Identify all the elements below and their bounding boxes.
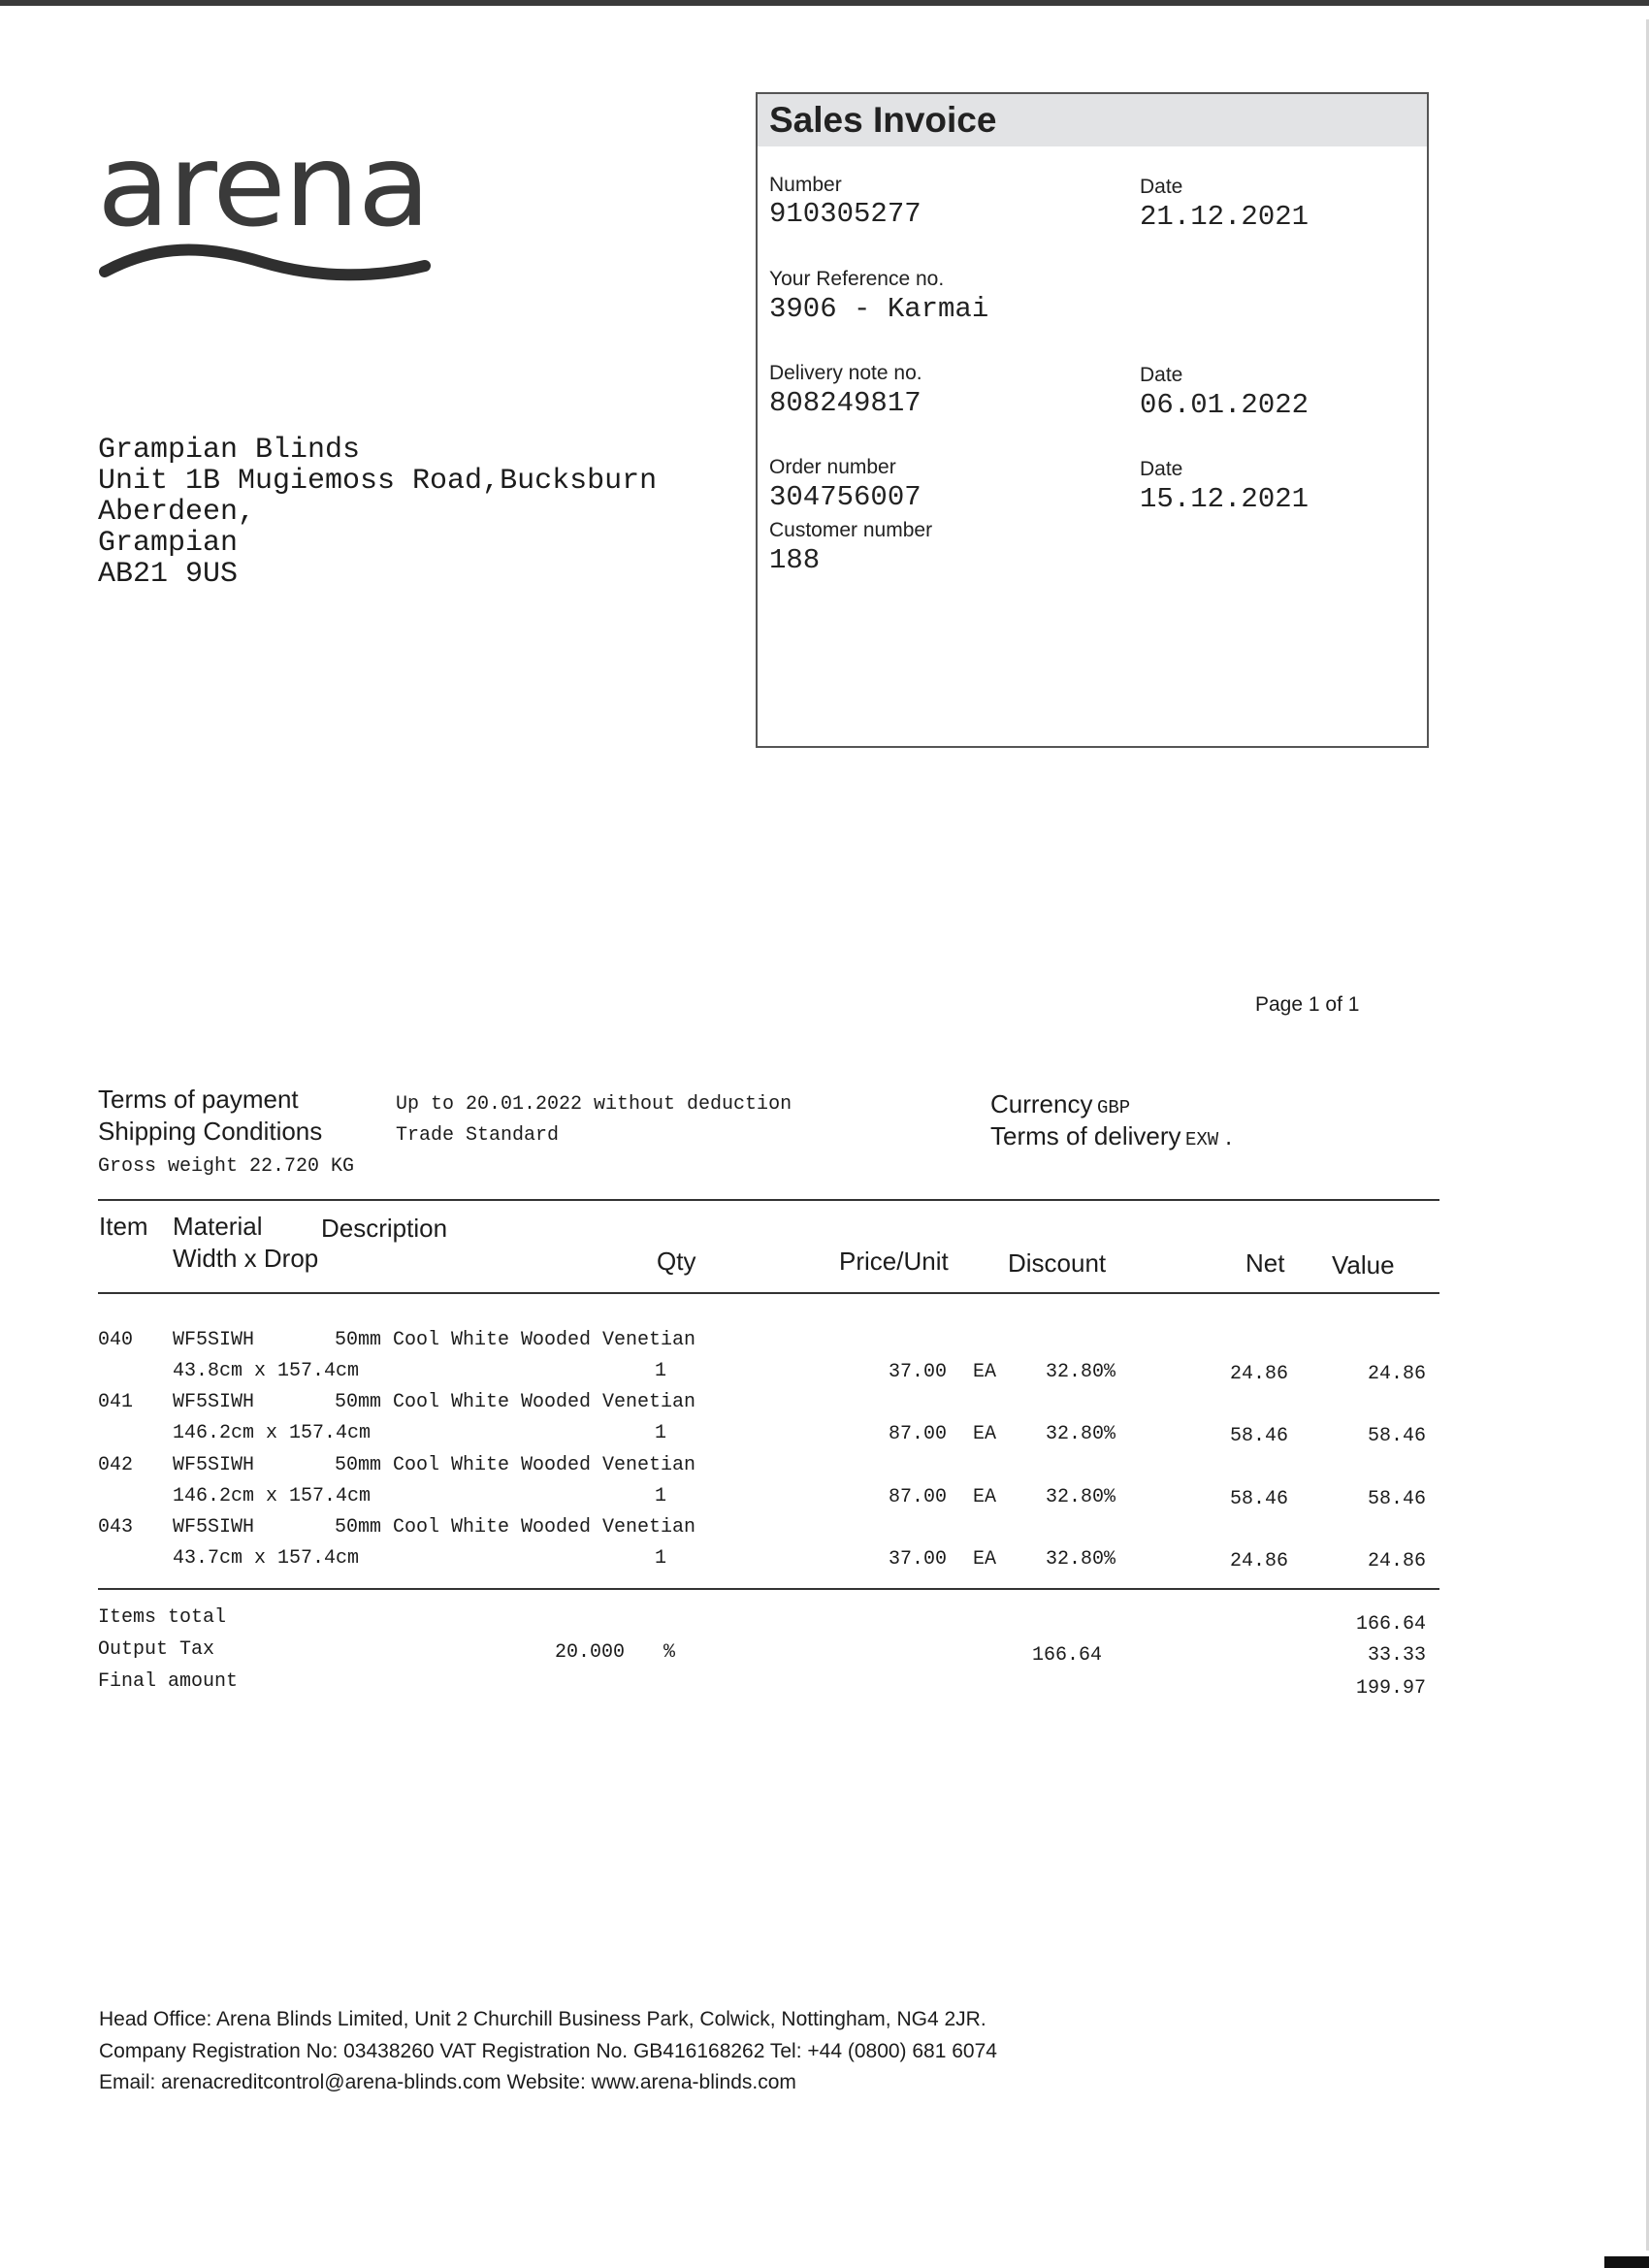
row-unit: EA [973, 1361, 997, 1383]
terms-of-payment-value: Up to 20.01.2022 without deduction [396, 1093, 792, 1116]
header-bottom-rule [98, 1292, 1439, 1294]
col-net: Net [1245, 1248, 1285, 1278]
customer-number-label: Customer number [769, 519, 933, 541]
row-discount: 32.80% [1045, 1486, 1116, 1508]
row-value: 58.46 [1367, 1488, 1426, 1510]
row-net: 24.86 [1229, 1550, 1288, 1572]
items-total-value: 166.64 [1355, 1613, 1426, 1636]
row-description: 50mm Cool White Wooded Venetian [335, 1516, 696, 1539]
delivery-date: 06.01.2022 [1140, 389, 1310, 421]
col-description: Description [321, 1214, 448, 1243]
row-description: 50mm Cool White Wooded Venetian [335, 1454, 696, 1476]
order-date-label: Date [1140, 458, 1183, 480]
currency-value: GBP [1096, 1097, 1131, 1118]
delivery-note-label: Delivery note no. [769, 362, 922, 384]
header-top-rule [98, 1199, 1439, 1201]
row-description: 50mm Cool White Wooded Venetian [335, 1329, 696, 1351]
output-tax-value: 33.33 [1367, 1644, 1426, 1667]
row-item: 042 [98, 1454, 134, 1476]
row-qty: 1 [655, 1547, 667, 1570]
row-net: 58.46 [1229, 1488, 1288, 1510]
row-qty: 1 [655, 1360, 667, 1382]
delivery-note-number: 808249817 [769, 387, 922, 419]
row-discount: 32.80% [1045, 1423, 1116, 1445]
reference-label: Your Reference no. [769, 268, 945, 290]
invoice-date: 21.12.2021 [1140, 201, 1310, 233]
scan-edge-top [0, 0, 1649, 6]
row-qty: 1 [655, 1422, 667, 1444]
row-size: 146.2cm x 157.4cm [173, 1485, 372, 1507]
row-unit: EA [973, 1548, 997, 1571]
row-size: 43.7cm x 157.4cm [173, 1547, 360, 1570]
items-total-label: Items total [98, 1606, 227, 1629]
invoice-info-box [756, 92, 1429, 748]
col-width-drop: Width x Drop [173, 1244, 319, 1273]
row-qty: 1 [655, 1485, 667, 1507]
row-price: 87.00 [888, 1423, 947, 1445]
row-value: 24.86 [1367, 1550, 1426, 1572]
page-number: Page 1 of 1 [1255, 993, 1360, 1016]
recipient-address [98, 435, 657, 590]
row-price: 87.00 [888, 1486, 947, 1508]
footer-head-office: Head Office: Arena Blinds Limited, Unit 2 Churchill Business Park, Colwick, Nottingham, NG4 2JR. [99, 2008, 986, 2030]
row-value: 24.86 [1367, 1363, 1426, 1385]
row-unit: EA [973, 1486, 997, 1508]
col-item: Item [99, 1212, 148, 1241]
col-value: Value [1332, 1250, 1395, 1280]
row-size: 43.8cm x 157.4cm [173, 1360, 360, 1382]
number-label: Number [769, 174, 842, 196]
arena-logo [97, 136, 436, 291]
invoice-date-label: Date [1140, 176, 1183, 198]
row-price: 37.00 [888, 1361, 947, 1383]
address-line: Unit 1B Mugiemoss Road,Bucksburn [98, 465, 658, 498]
row-item: 043 [98, 1516, 134, 1539]
gross-weight: Gross weight 22.720 KG [98, 1155, 355, 1178]
col-price-unit: Price/Unit [839, 1247, 949, 1276]
order-number: 304756007 [769, 481, 922, 513]
row-item: 041 [98, 1391, 134, 1413]
address-line: AB21 9US [98, 558, 239, 591]
customer-number: 188 [769, 544, 821, 576]
address-line: Aberdeen, [98, 496, 256, 529]
terms-of-delivery-row [990, 1121, 1235, 1151]
row-net: 58.46 [1229, 1425, 1288, 1447]
row-discount: 32.80% [1045, 1548, 1116, 1571]
invoice-title: Sales Invoice [769, 100, 997, 140]
row-material: WF5SIWH [173, 1516, 255, 1539]
output-tax-percent: % [663, 1641, 676, 1664]
invoice-header-band [758, 94, 1427, 146]
footer-registration: Company Registration No: 03438260 VAT Registration No. GB416168262 Tel: +44 (0800) 681 6074 [99, 2040, 997, 2062]
address-line: Grampian [98, 527, 239, 560]
shipping-conditions-value: Trade Standard [396, 1124, 560, 1147]
logo-wordmark: arena [97, 136, 429, 252]
reference-value: 3906 - Karmai [769, 293, 989, 325]
final-amount-label: Final amount [98, 1670, 239, 1693]
row-material: WF5SIWH [173, 1329, 255, 1351]
final-amount-value: 199.97 [1355, 1677, 1426, 1700]
currency-row [990, 1089, 1130, 1119]
row-description: 50mm Cool White Wooded Venetian [335, 1391, 696, 1413]
output-tax-rate: 20.000 [554, 1641, 625, 1664]
col-qty: Qty [657, 1247, 696, 1276]
terms-of-delivery-value: EXW [1184, 1129, 1219, 1150]
shipping-conditions-label: Shipping Conditions [98, 1117, 323, 1146]
terms-of-delivery-label: Terms of delivery [990, 1121, 1181, 1150]
terms-of-payment-label: Terms of payment [98, 1085, 299, 1114]
row-material: WF5SIWH [173, 1454, 255, 1476]
row-price: 37.00 [888, 1548, 947, 1571]
row-size: 146.2cm x 157.4cm [173, 1422, 372, 1444]
row-net: 24.86 [1229, 1363, 1288, 1385]
order-date: 15.12.2021 [1140, 483, 1310, 515]
address-line: Grampian Blinds [98, 434, 361, 467]
row-value: 58.46 [1367, 1425, 1426, 1447]
terms-of-delivery-suffix: . [1222, 1129, 1235, 1151]
order-number-label: Order number [769, 456, 896, 478]
row-item: 040 [98, 1329, 134, 1351]
totals-rule [98, 1588, 1439, 1590]
output-tax-label: Output Tax [98, 1638, 215, 1661]
col-discount: Discount [1008, 1248, 1107, 1278]
logo-swoosh [105, 250, 425, 275]
output-tax-base: 166.64 [1031, 1644, 1102, 1667]
invoice-number: 910305277 [769, 198, 922, 230]
row-discount: 32.80% [1045, 1361, 1116, 1383]
scan-corner-mark [1604, 2256, 1649, 2268]
row-material: WF5SIWH [173, 1391, 255, 1413]
row-unit: EA [973, 1423, 997, 1445]
footer-contact: Email: arenacreditcontrol@arena-blinds.com Website: www.arena-blinds.com [99, 2071, 796, 2093]
currency-label: Currency [990, 1089, 1093, 1118]
delivery-date-label: Date [1140, 364, 1183, 386]
col-material: Material [173, 1212, 263, 1241]
